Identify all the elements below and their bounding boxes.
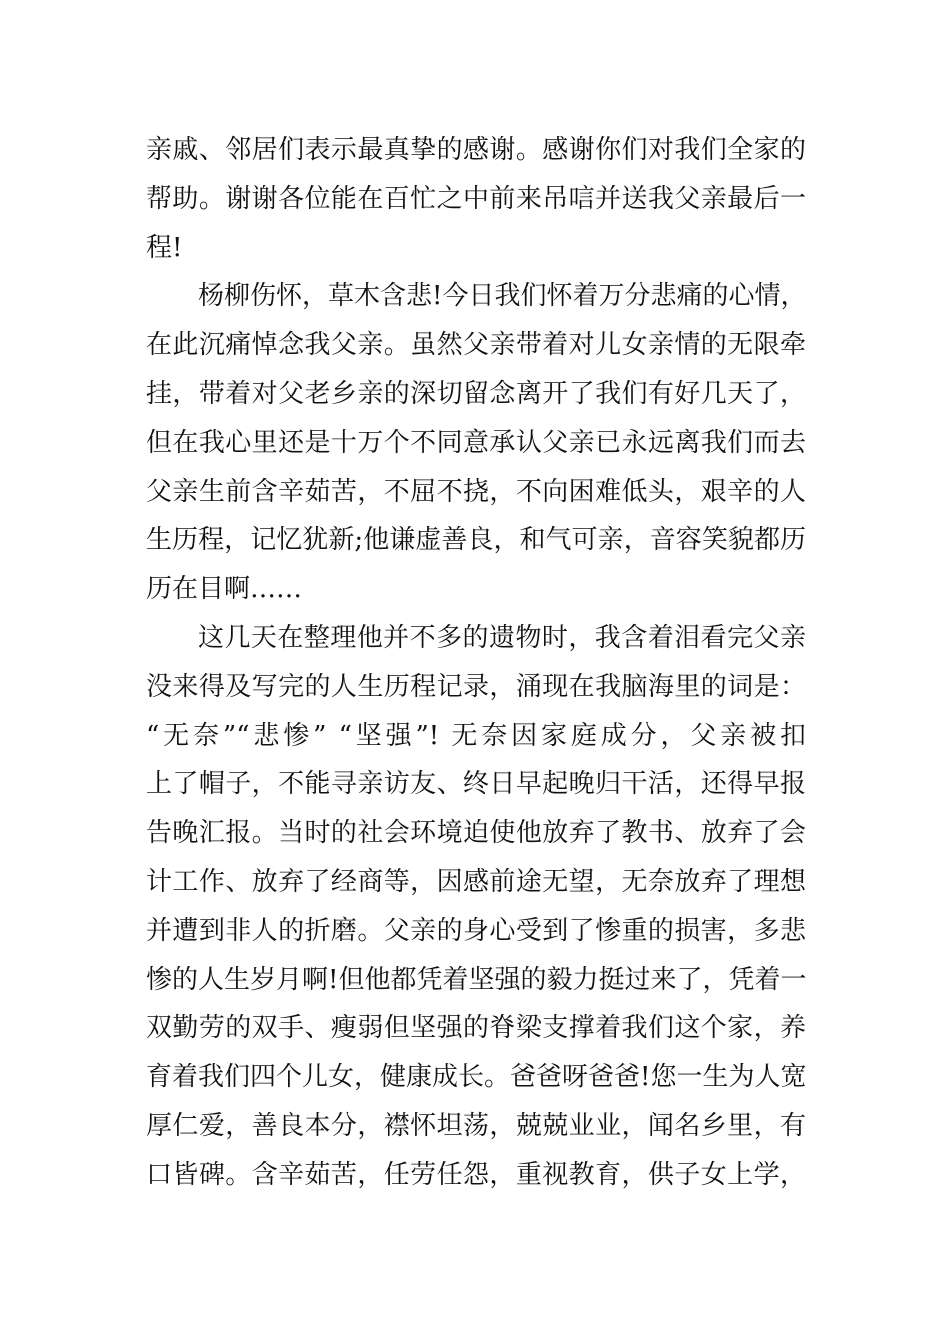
paragraph-thanks [146,126,806,272]
text-line: 告晚汇报。当时的社会环境迫使他放弃了教书、放弃了会 [146,818,806,849]
text-line: 厚仁爱，善良本分，襟怀坦荡，兢兢业业，闻名乡里，有 [146,1110,806,1141]
text-line: 上了帽子，不能寻亲访友、终日早起晚归干活，还得早报 [146,769,806,800]
text-line: 历在目啊…… [146,574,303,605]
text-line: 程! [146,232,183,263]
paragraph-mourning [146,272,806,614]
text-line: 在此沉痛悼念我父亲。虽然父亲带着对儿女亲情的无限牵 [146,330,806,361]
text-line: 双勤劳的双手、瘦弱但坚强的脊梁支撑着我们这个家，养 [146,1013,806,1044]
text-line: 挂，带着对父老乡亲的深切留念离开了我们有好几天了， [146,378,806,409]
text-line: 帮助。谢谢各位能在百忙之中前来吊唁并送我父亲最后一 [146,183,806,214]
text-line: 计工作、放弃了经商等，因感前途无望，无奈放弃了理想 [146,866,806,897]
text-line: 惨的人生岁月啊!但他都凭着坚强的毅力挺过来了，凭着一 [146,964,807,995]
paragraph-memories [146,614,806,1200]
text-line: 生历程，记忆犹新;他谦虚善良，和气可亲，音容笑貌都历 [146,525,806,556]
text-line: 并遭到非人的折磨。父亲的身心受到了惨重的损害，多悲 [146,915,806,946]
text-line: 杨柳伤怀，草木含悲!今日我们怀着万分悲痛的心情， [198,281,807,312]
document-body [146,126,806,1200]
text-line: 父亲生前含辛茹苦，不屈不挠，不向困难低头，艰辛的人 [146,476,806,507]
text-line: 没来得及写完的人生历程记录，涌现在我脑海里的词是： [146,671,806,702]
text-line: 亲戚、邻居们表示最真挚的感谢。感谢你们对我们全家的 [146,135,806,165]
text-line: 但在我心里还是十万个不同意承认父亲已永远离我们而去 [146,427,806,458]
text-line: 育着我们四个儿女，健康成长。爸爸呀爸爸!您一生为人宽 [146,1062,807,1093]
text-line: 这几天在整理他并不多的遗物时，我含着泪看完父亲 [198,622,806,653]
text-line: “无奈”“悲惨” “坚强”! 无奈因家庭成分，父亲被扣 [146,720,806,751]
text-line: 口皆碑。含辛茹苦，任劳任怨，重视教育，供子女上学， [146,1159,806,1190]
